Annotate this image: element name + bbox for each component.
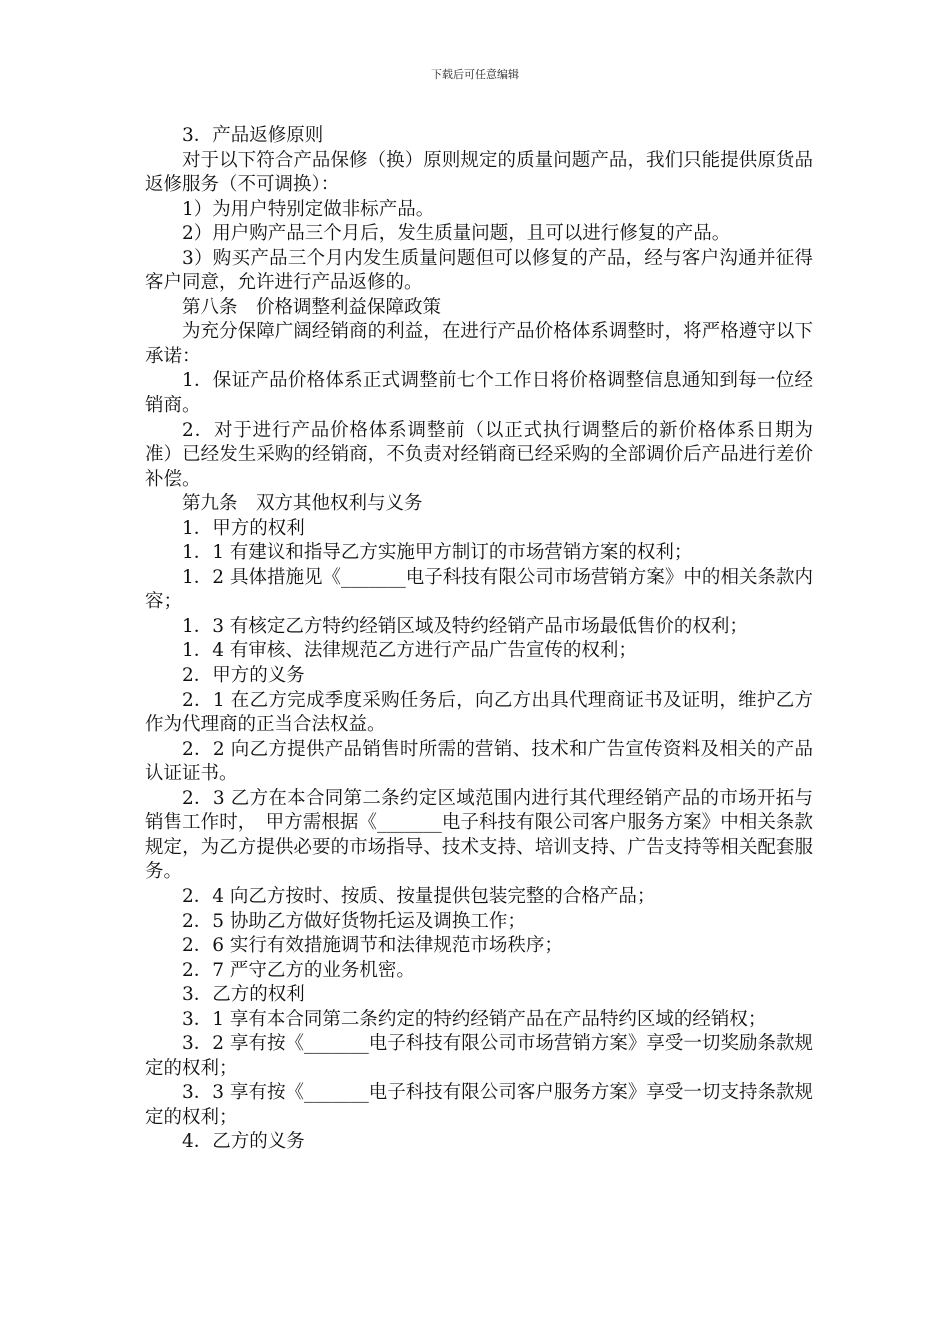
paragraph: 1．4 有审核、法律规范乙方进行产品广告宣传的权利； (182, 640, 637, 662)
paragraph: 3．1 享有本合同第二条约定的特约经销产品在产品特约区域的经销权； (182, 1008, 767, 1030)
paragraph: 为充分保障广阔经销商的利益，在进行产品价格体系调整时，将严格遵守以下承诺： (145, 321, 813, 367)
paragraph: 2）用户购产品三个月后，发生质量问题，且可以进行修复的产品。 (182, 223, 731, 245)
paragraph: 4．乙方的义务 (182, 1131, 305, 1153)
paragraph: 2．2 向乙方提供产品销售时所需的营销、技术和广告宣传资料及相关的产品认证证书。 (145, 738, 813, 785)
paragraph: 2．3 乙方在本合同第二条约定区域范围内进行其代理经销产品的市场开拓与销售工作时， 甲方需根据《_______电子科技有限公司客户服务方案》中相关条款规定，为乙方提供必要的市场指导、技术支持、培训支持、广告支持等相关配套服务。 (145, 787, 813, 883)
paragraph: 3）购买产品三个月内发生质量问题但可以修复的产品，经与客户沟通并征得客户同意，允许进行产品返修的。 (145, 247, 813, 294)
paragraph: 2．5 协助乙方做好货物托运及调换工作； (182, 910, 526, 932)
paragraph: 2．7 严守乙方的业务机密。 (182, 959, 415, 981)
paragraph: 2．对于进行产品价格体系调整前（以正式执行调整后的新价格体系日期为准）已经发生采购的经销商，不负责对经销商已经采购的全部调价后产品进行差价补偿。 (145, 419, 813, 490)
page-header: 下载后可任意编辑 (431, 68, 519, 81)
paragraph: 2．1 在乙方完成季度采购任务后，向乙方出具代理商证书及证明，维护乙方作为代理商的正当合法权益。 (145, 689, 813, 736)
paragraph: 3．乙方的权利 (182, 984, 305, 1006)
section-heading: 第九条 双方其他权利与义务 (182, 493, 423, 515)
paragraph: 1．保证产品价格体系正式调整前七个工作日将价格调整信息通知到每一位经销商。 (145, 370, 813, 417)
paragraph: 2．6 实行有效措施调节和法律规范市场秩序； (182, 935, 563, 957)
paragraph: 3．2 享有按《_______电子科技有限公司市场营销方案》享受一切奖励条款规定的权利； (145, 1033, 813, 1079)
paragraph: 1）为用户特别定做非标产品。 (182, 198, 435, 220)
section-heading: 第八条 价格调整利益保障政策 (182, 296, 442, 318)
paragraph: 3．3 享有按《_______电子科技有限公司客户服务方案》享受一切支持条款规定的权利； (145, 1082, 813, 1128)
paragraph: 对于以下符合产品保修（换）原则规定的质量问题产品，我们只能提供原货品返修服务（不可调换）： (145, 149, 813, 196)
paragraph: 3．产品返修原则 (182, 125, 324, 146)
document-body (145, 124, 813, 1155)
paragraph: 1．3 有核定乙方特约经销区域及特约经销产品市场最低售价的权利； (182, 615, 748, 637)
paragraph: 1．1 有建议和指导乙方实施甲方制订的市场营销方案的权利； (182, 542, 693, 564)
paragraph: 2．4 向乙方按时、按质、按量提供包装完整的合格产品； (182, 885, 656, 907)
paragraph: 1．甲方的权利 (182, 517, 305, 539)
paragraph: 1．2 具体措施见《_______电子科技有限公司市场营销方案》中的相关条款内容； (145, 566, 813, 613)
paragraph: 2．甲方的义务 (182, 665, 305, 687)
